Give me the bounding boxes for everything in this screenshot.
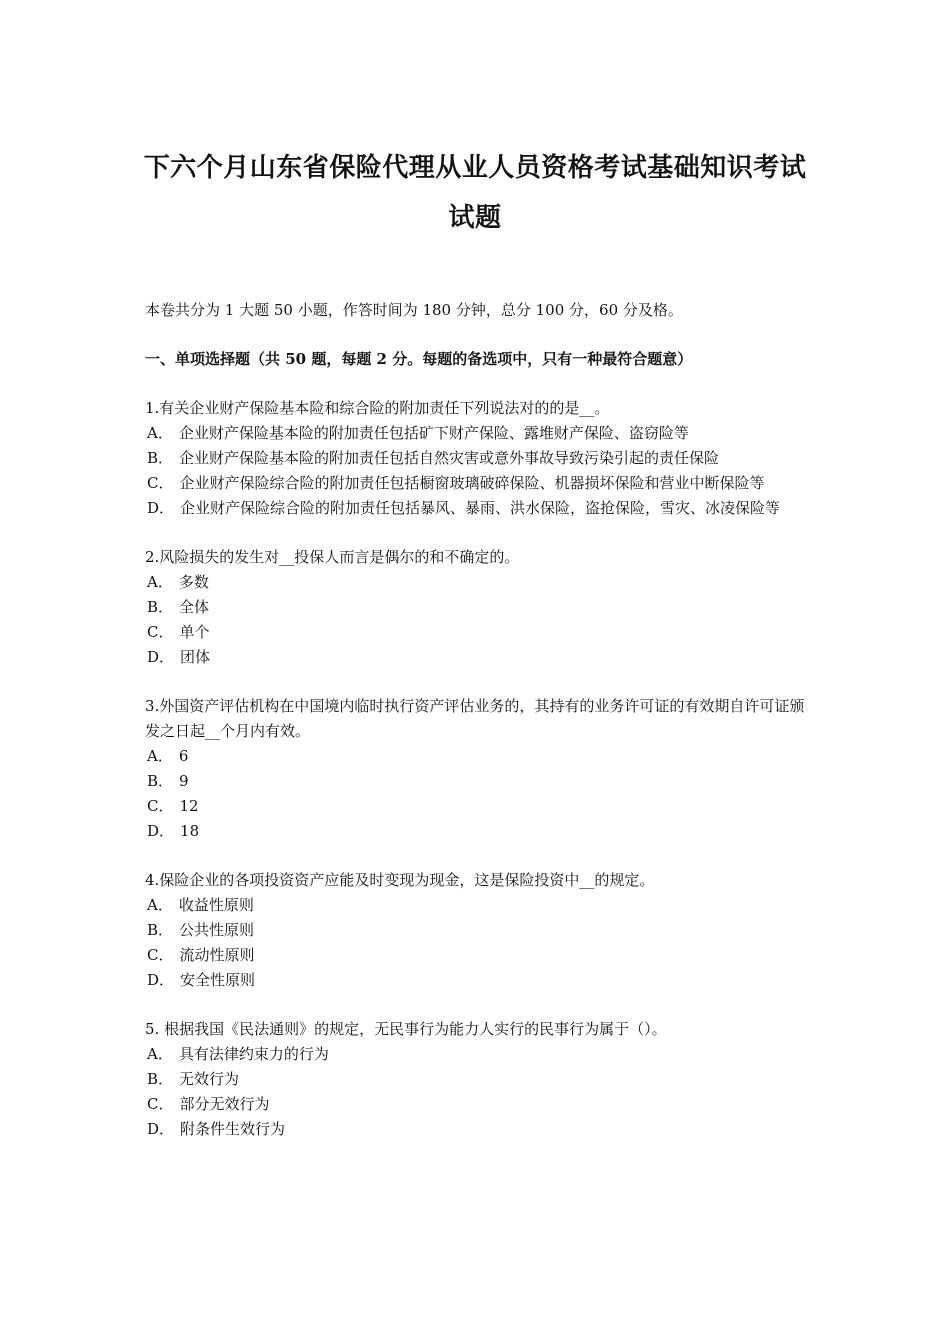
question-stem: 5. 根据我国《民法通则》的规定，无民事行为能力人实行的民事行为属于（）。 [145,1020,667,1038]
option-text: 全体 [179,598,210,616]
option-text: 单个 [179,623,210,641]
option-text: 无效行为 [179,1070,240,1088]
option-text: 企业财产保险综合险的附加责任包括橱窗玻璃破碎保险、机器损坏保险和营业中断保险等 [179,474,765,492]
option-a [145,744,810,769]
option-letter: B． [147,772,174,790]
section-heading: 一、单项选择题（共 50 题，每题 2 分。每题的备选项中，只有一种最符合题意） [145,350,693,368]
option-text: 安全性原则 [180,971,256,989]
question-1 [145,396,810,521]
option-text: 12 [179,797,199,815]
option-text: 企业财产保险综合险的附加责任包括暴风、暴雨、洪水保险，盗抢保险，雪灾、冰凌保险等 [180,499,781,517]
option-d [145,496,810,521]
option-letter: A． [147,896,173,914]
question-3 [145,694,810,844]
option-letter: C． [147,623,174,641]
option-text: 收益性原则 [178,896,254,914]
option-a [145,570,810,595]
option-text: 附条件生效行为 [180,1120,286,1138]
option-letter: B． [147,449,174,467]
option-letter: A． [147,747,173,765]
option-text: 企业财产保险基本险的附加责任包括矿下财产保险、露堆财产保险、盗窃险等 [178,424,689,442]
option-b [145,595,810,620]
option-b [145,918,810,943]
option-letter: D． [147,499,175,517]
option-letter: D． [147,822,175,840]
exam-intro: 本卷共分为 1 大题 50 小题，作答时间为 180 分钟，总分 100 分，60 分及格。 [145,301,683,319]
page-title-line-1: 下六个月山东省保险代理从业人员资格考试基础知识考试 [143,153,807,183]
option-letter: B． [147,1070,174,1088]
option-a [145,1042,810,1067]
option-c [145,620,810,645]
question-stem: 2.风险损失的发生对__投保人而言是偶尔的和不确定的。 [145,548,520,566]
option-a [145,893,810,918]
option-letter: D． [147,971,175,989]
option-c [145,943,810,968]
option-letter: C． [147,1095,174,1113]
option-c [145,471,810,496]
question-stem: 1.有关企业财产保险基本险和综合险的附加责任下列说法对的的是__。 [145,399,610,417]
option-c [145,1092,810,1117]
option-d [145,1117,810,1142]
option-text: 公共性原则 [179,921,255,939]
option-text: 流动性原则 [179,946,255,964]
option-d [145,968,810,993]
option-text: 具有法律约束力的行为 [178,1045,329,1063]
option-text: 部分无效行为 [179,1095,270,1113]
option-a [145,421,810,446]
option-letter: D． [147,648,175,666]
page-title-line-2: 试题 [448,203,502,233]
option-letter: B． [147,921,174,939]
option-text: 多数 [178,573,209,591]
option-b [145,446,810,471]
option-c [145,794,810,819]
option-letter: D． [147,1120,175,1138]
option-text: 团体 [180,648,211,666]
question-stem: 3.外国资产评估机构在中国境内临时执行资产评估业务的，其持有的业务许可证的有效期自许可证颁发之日起__个月内有效。 [145,697,805,740]
option-text: 9 [179,772,189,790]
option-text: 企业财产保险基本险的附加责任包括自然灾害或意外事故导致污染引起的责任保险 [179,449,720,467]
option-letter: B． [147,598,174,616]
option-letter: A． [147,573,173,591]
question-4 [145,868,810,993]
option-letter: A． [147,424,173,442]
option-letter: A． [147,1045,173,1063]
option-letter: C． [147,797,174,815]
option-d [145,645,810,670]
option-letter: C． [147,946,174,964]
option-text: 18 [180,822,200,840]
question-5 [145,1017,810,1142]
option-b [145,769,810,794]
document-body [145,298,810,1166]
option-text: 6 [178,747,189,765]
option-d [145,819,810,844]
option-letter: C． [147,474,174,492]
question-stem: 4.保险企业的各项投资资产应能及时变现为现金，这是保险投资中__的规定。 [145,871,655,889]
option-b [145,1067,810,1092]
question-2 [145,545,810,670]
